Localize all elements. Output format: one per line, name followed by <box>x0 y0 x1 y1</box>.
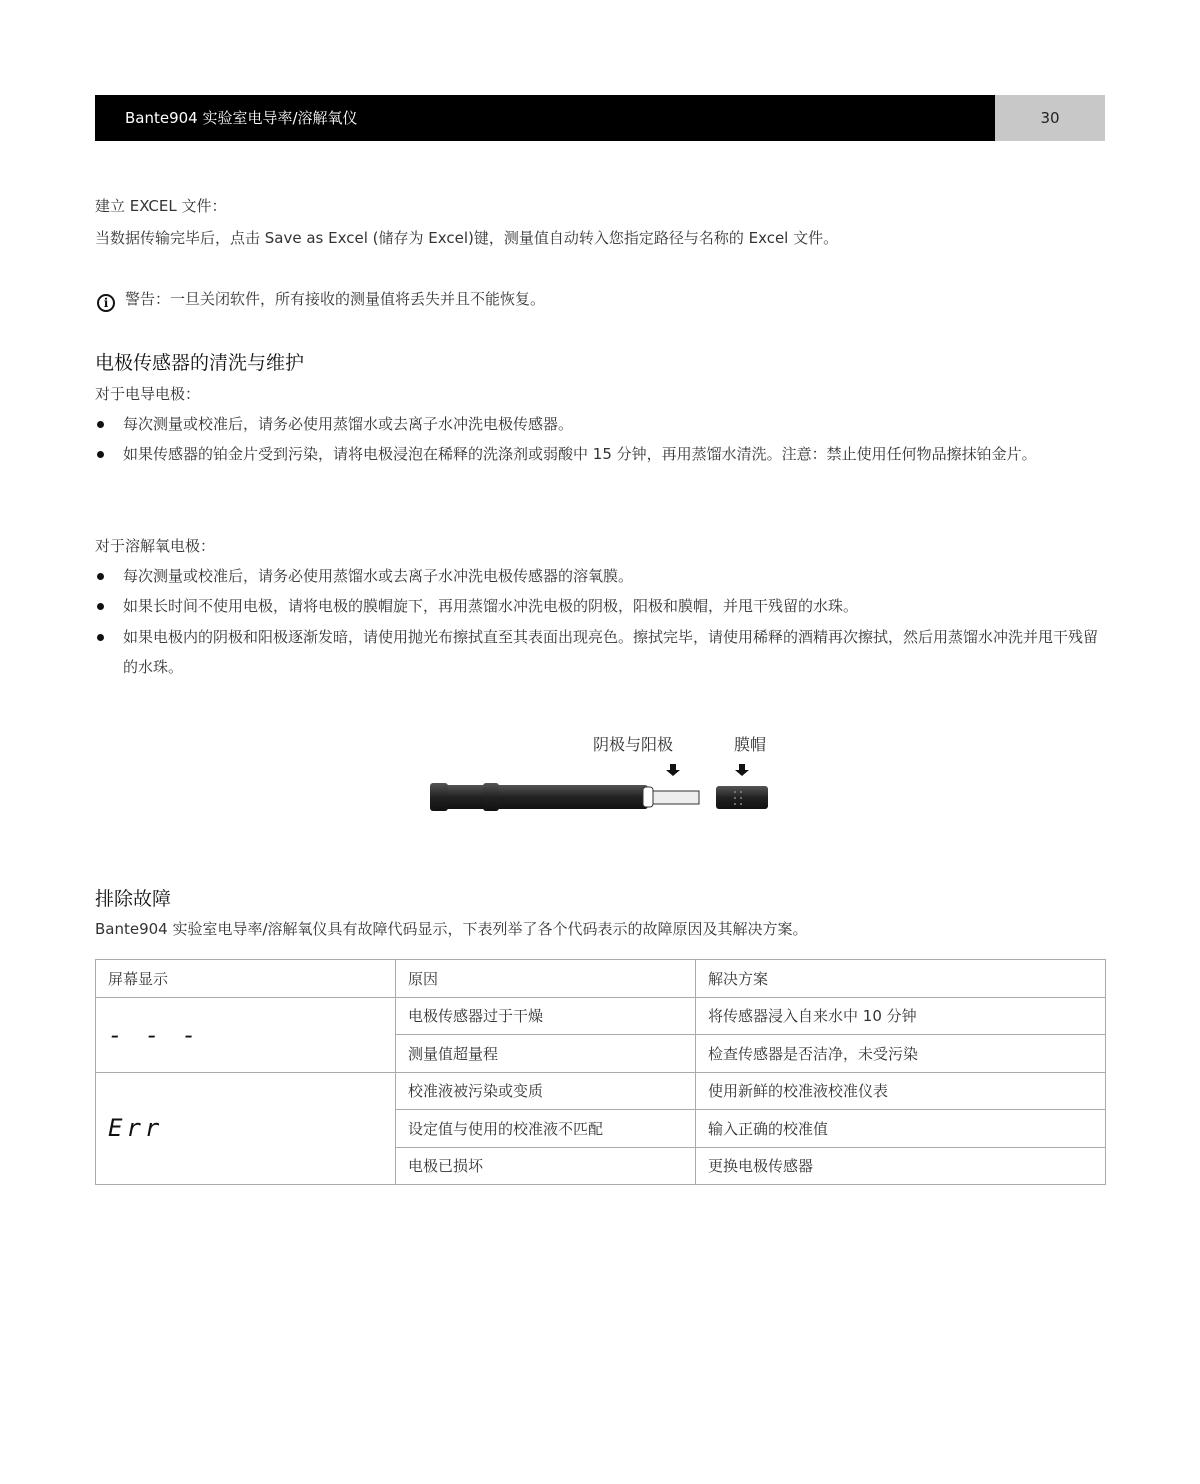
bullet-icon <box>97 451 104 458</box>
error-code-table <box>95 959 1106 1185</box>
troubleshooting-intro: Bante904 实验室电导率/溶解氧仪具有故障代码显示，下表列举了各个代码表示的故障原因及其解决方案。 <box>95 920 808 938</box>
cause-cell: 设定值与使用的校准液不匹配 <box>396 1110 696 1148</box>
bullet-icon <box>97 603 104 610</box>
electrode-body <box>430 785 648 809</box>
warning <box>95 288 545 312</box>
list-item: 如果传感器的铂金片受到污染，请将电极浸泡在稀释的洗涤剂或弱酸中 15 分钟，再用蒸馏水清洗。注意：禁止使用任何物品擦抹铂金片。 <box>95 439 1105 469</box>
solution-cell: 更换电极传感器 <box>696 1147 1106 1185</box>
cause-cell: 电极已损坏 <box>396 1147 696 1185</box>
display-code: Err <box>96 1072 396 1185</box>
warning-text: 警告：一旦关闭软件，所有接收的测量值将丢失并且不能恢复。 <box>125 290 546 308</box>
cause-cell: 校准液被污染或变质 <box>396 1072 696 1110</box>
header-title: Bante904 实验室电导率/溶解氧仪 <box>95 95 995 141</box>
list-item: 每次测量或校准后，请务必使用蒸馏水或去离子水冲洗电极传感器的溶氧膜。 <box>95 561 1105 591</box>
list-item: 如果长时间不使用电极，请将电极的膜帽旋下，再用蒸馏水冲洗电极的阴极，阳极和膜帽，并甩干残留的水珠。 <box>95 591 1105 621</box>
bullet-icon <box>97 573 104 580</box>
do-label: 对于溶解氧电极： <box>95 537 216 555</box>
table-row <box>96 997 1106 1035</box>
label-cap: 膜帽 <box>734 735 767 754</box>
solution-cell: 输入正确的校准值 <box>696 1110 1106 1148</box>
column-header: 原因 <box>396 960 696 998</box>
excel-text: 当数据传输完毕后，点击 Save as Excel (储存为 Excel)键，测量值自动转入您指定路径与名称的 Excel 文件。 <box>95 229 839 247</box>
membrane-cap <box>716 786 768 809</box>
column-header: 解决方案 <box>696 960 1106 998</box>
cause-cell: 电极传感器过于干燥 <box>396 997 696 1035</box>
solution-cell: 检查传感器是否洁净，未受污染 <box>696 1035 1106 1073</box>
table-row <box>96 1072 1106 1110</box>
table-header-row <box>96 960 1106 998</box>
list-item: 每次测量或校准后，请务必使用蒸馏水或去离子水冲洗电极传感器。 <box>95 409 1105 439</box>
label-electrodes: 阴极与阳极 <box>593 735 674 754</box>
electrode-diagram <box>425 760 785 815</box>
display-code: - - - <box>96 997 396 1072</box>
bullet-icon <box>97 634 104 641</box>
bullet-icon <box>97 421 104 428</box>
column-header: 屏幕显示 <box>96 960 396 998</box>
electrode-tip <box>653 791 699 804</box>
arrow-down-icon <box>735 764 749 776</box>
section-title-maintenance: 电极传感器的清洗与维护 <box>95 352 305 374</box>
info-icon: i <box>97 294 115 312</box>
arrow-down-icon <box>666 764 680 776</box>
list-item: 如果电极内的阴极和阳极逐渐发暗，请使用抛光布擦拭直至其表面出现亮色。擦拭完毕，请使用稀释的酒精再次擦拭，然后用蒸馏水冲洗并甩干残留的水珠。 <box>95 622 1105 682</box>
cause-cell: 测量值超量程 <box>396 1035 696 1073</box>
section-title-troubleshooting: 排除故障 <box>95 888 172 910</box>
conductivity-label: 对于电导电极： <box>95 385 201 403</box>
excel-heading: 建立 EXCEL 文件： <box>95 197 227 215</box>
solution-cell: 使用新鲜的校准液校准仪表 <box>696 1072 1106 1110</box>
solution-cell: 将传感器浸入自来水中 10 分钟 <box>696 997 1106 1035</box>
page-number: 30 <box>995 95 1105 141</box>
